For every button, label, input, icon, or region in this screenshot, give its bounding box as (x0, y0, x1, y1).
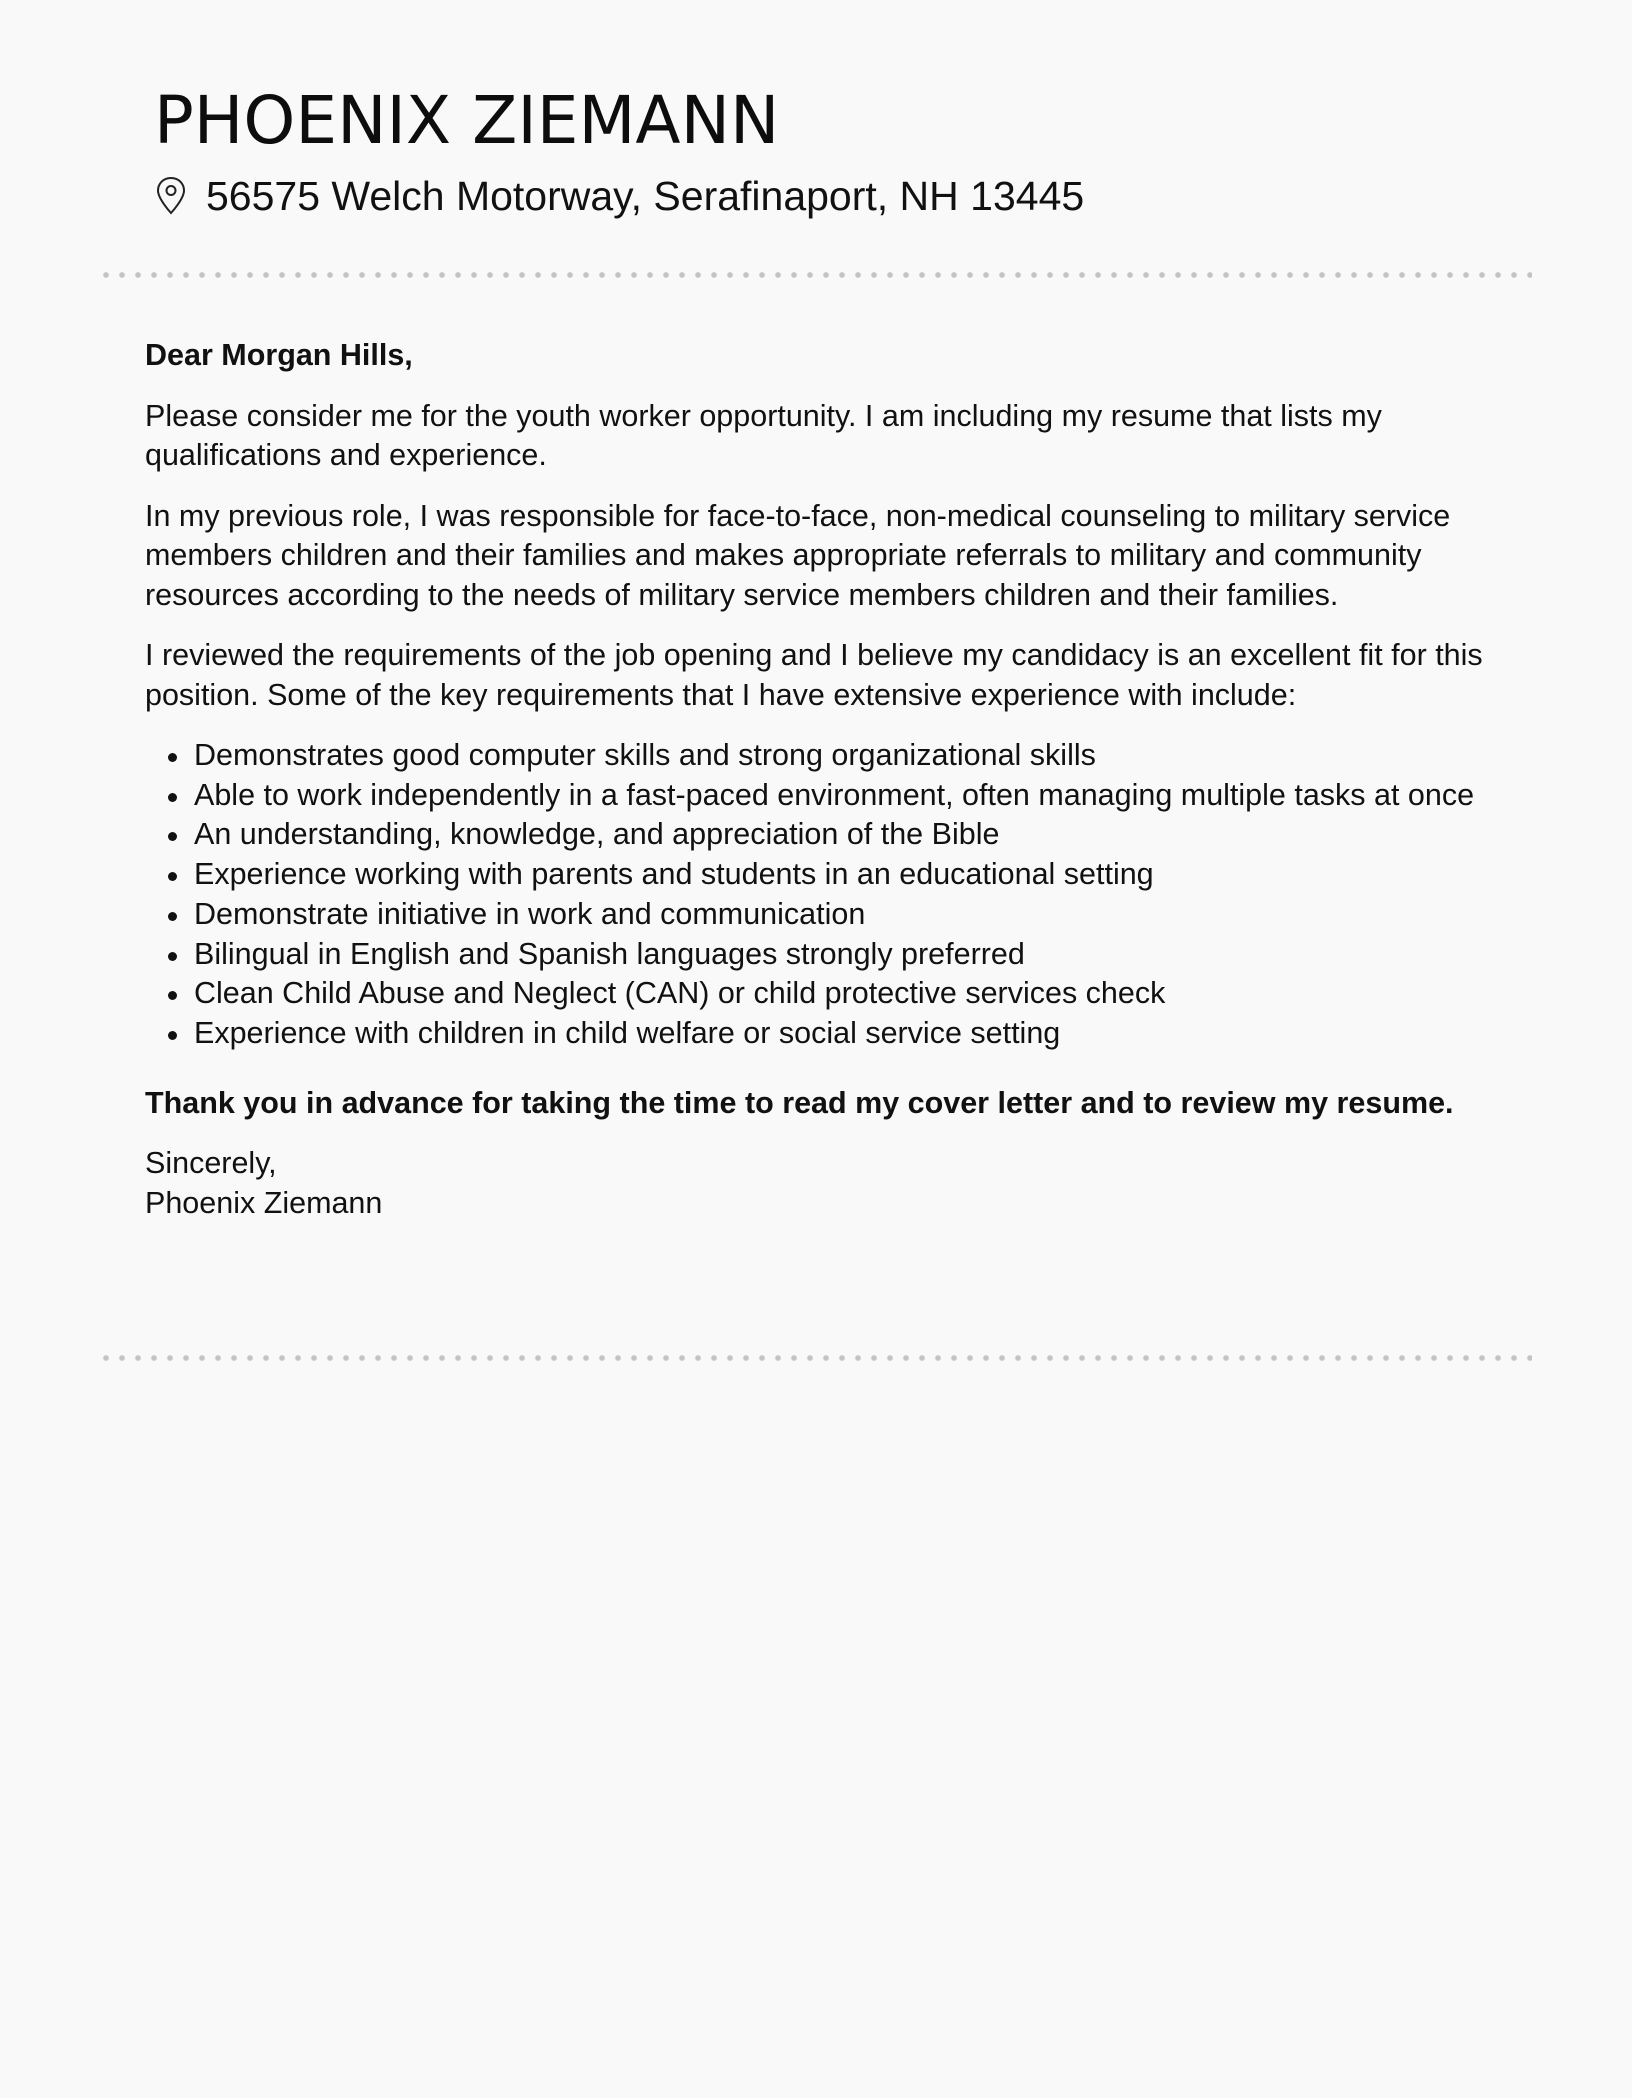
applicant-name: PHOENIX ZIEMANN (154, 82, 780, 159)
paragraph-requirements-intro: I reviewed the requirements of the job opening and I believe my candidacy is an excellent fit for this position. Some of the key requirements that I have extensive experience with include: (145, 638, 1483, 712)
map-pin-icon (154, 176, 188, 216)
salutation: Dear Morgan Hills, (145, 338, 413, 372)
list-item: Bilingual in English and Spanish languages strongly preferred (194, 935, 1485, 975)
list-item: Able to work independently in a fast-paced environment, often managing multiple tasks at once (194, 776, 1485, 816)
paragraph-previous-role: In my previous role, I was responsible for face-to-face, non-medical counseling to military service members children and their families and makes appropriate referrals to military and community resources according to the needs of military service members children and their families. (145, 498, 1451, 612)
list-item: Demonstrate initiative in work and communication (194, 895, 1485, 935)
signature: Phoenix Ziemann (145, 1185, 383, 1220)
paragraph-intro: Please consider me for the youth worker opportunity. I am including my resume that lists my qualifications and experience. (145, 398, 1382, 472)
list-item: Demonstrates good computer skills and strong organizational skills (194, 736, 1485, 776)
list-item: Experience working with parents and students in an educational setting (194, 855, 1485, 895)
list-item: An understanding, knowledge, and appreciation of the Bible (194, 815, 1485, 855)
closing: Sincerely, (145, 1146, 277, 1181)
letter-header (154, 78, 1534, 226)
requirements-list (145, 736, 1485, 1054)
thank-you-line: Thank you in advance for taking the time to read my cover letter and to review my resume. (145, 1085, 1454, 1120)
list-item: Experience with children in child welfare or social service setting (194, 1014, 1485, 1054)
letter-body (145, 336, 1485, 1223)
address-row (154, 166, 1534, 226)
bottom-divider (98, 1355, 1532, 1361)
applicant-address: 56575 Welch Motorway, Serafinaport, NH 13445 (206, 173, 1085, 219)
top-divider (98, 272, 1532, 278)
list-item: Clean Child Abuse and Neglect (CAN) or child protective services check (194, 974, 1485, 1014)
